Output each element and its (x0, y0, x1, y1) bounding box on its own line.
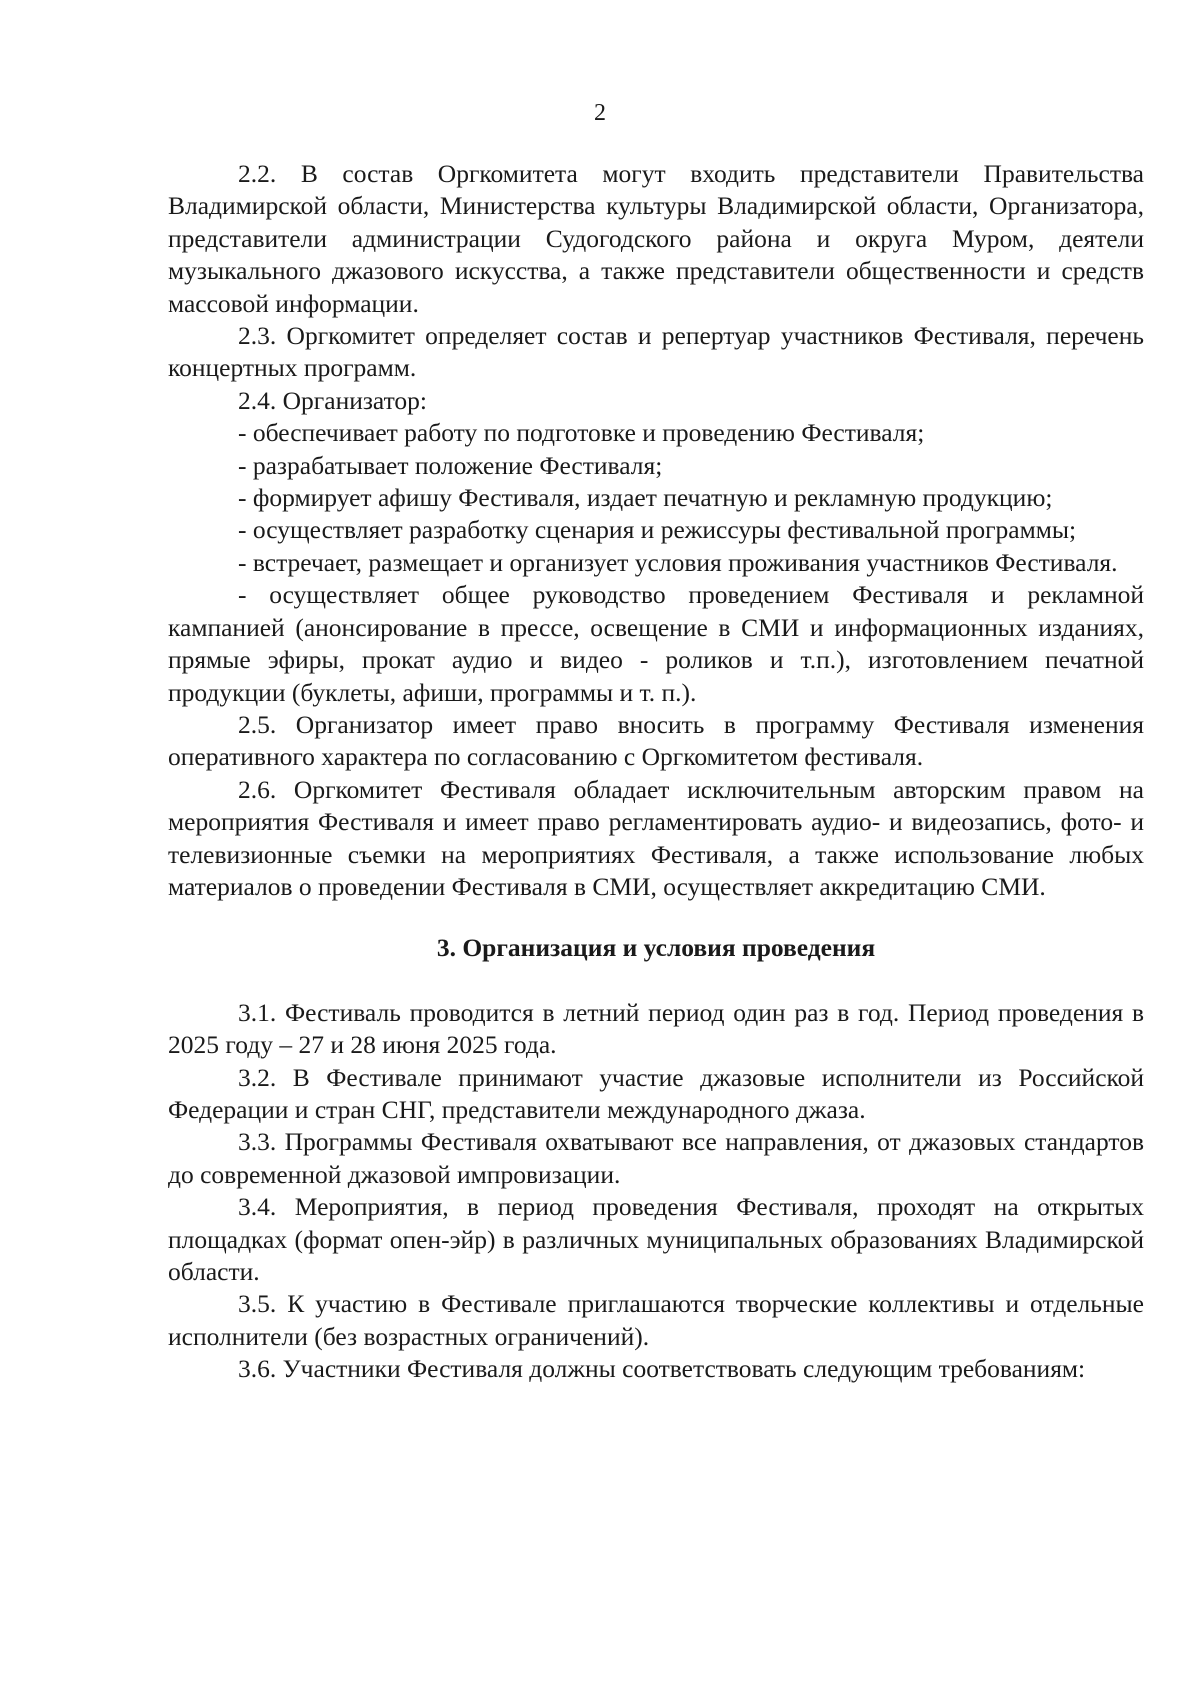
paragraph-2-2: 2.2. В состав Оргкомитета могут входить представители Правительства Владимирской области, Министерства культуры Владимирской области, Организатора, представители администрации Судогодского района и округа Муром, деятели музыкального джазового искусства, а также представители общественности и средств массовой информации. (168, 159, 1144, 318)
paragraph-3-4: 3.4. Мероприятия, в период проведения Фестиваля, проходят на открытых площадках (формат опен-эйр) в различных муниципальных образованиях Владимирской области. (168, 1192, 1144, 1286)
section-3-title: 3. Организация и условия проведения (436, 933, 876, 963)
paragraph-3-6: 3.6. Участники Фестиваля должны соответствовать следующим требованиям: (238, 1354, 1086, 1384)
paragraph-2-3: 2.3. Оргкомитет определяет состав и репертуар участников Фестиваля, перечень концертных программ. (168, 321, 1144, 383)
list-item-organizer-3: - формирует афишу Фестиваля, издает печатную и рекламную продукцию; (238, 483, 1053, 513)
paragraph-3-1: 3.1. Фестиваль проводится в летний период один раз в год. Период проведения в 2025 году – 27 и 28 июня 2025 года. (168, 997, 1144, 1060)
paragraph-2-4: 2.4. Организатор: (238, 385, 427, 415)
paragraph-3-5: 3.5. К участию в Фестивале приглашаются творческие коллективы и отдельные исполнители (без возрастных ограничений). (168, 1289, 1144, 1351)
paragraph-2-6: 2.6. Оргкомитет Фестиваля обладает исключительным авторским правом на мероприятия Фестиваля и имеет право регламентировать аудио- и видеозапись, фото- и телевизионные съемки на мероприятиях Фестиваля, а также использование любых материалов о проведении Фестиваля в СМИ, осуществляет аккредитацию СМИ. (168, 774, 1144, 901)
paragraph-2-5: 2.5. Организатор имеет право вносить в программу Фестиваля изменения оперативного характера по согласованию с Оргкомитетом фестиваля. (168, 709, 1144, 772)
paragraph-3-2: 3.2. В Фестивале принимают участие джазовые исполнители из Российской Федерации и стран СНГ, представители международного джаза. (168, 1062, 1144, 1124)
list-item-organizer-5: - встречает, размещает и организует условия проживания участников Фестиваля. (238, 547, 1118, 577)
list-item-organizer-2: - разрабатывает положение Фестиваля; (238, 450, 663, 480)
list-item-organizer-4: - осуществляет разработку сценария и режиссуры фестивальной программы; (238, 515, 1077, 545)
page-number: 2 (594, 100, 606, 126)
list-item-organizer-6: - осуществляет общее руководство проведением Фестиваля и рекламной кампанией (анонсирование в прессе, освещение в СМИ и информационных изданиях, прямые эфиры, прокат аудио и видео - роликов и т.п.), изготовлением печатной продукции (буклеты, афиши, программы и т. п.). (168, 580, 1144, 707)
document-body (168, 158, 1144, 1386)
list-item-organizer-1: - обеспечивает работу по подготовке и проведению Фестиваля; (238, 418, 925, 448)
paragraph-3-3: 3.3. Программы Фестиваля охватывают все направления, от джазовых стандартов до современной джазовой импровизации. (168, 1127, 1144, 1189)
